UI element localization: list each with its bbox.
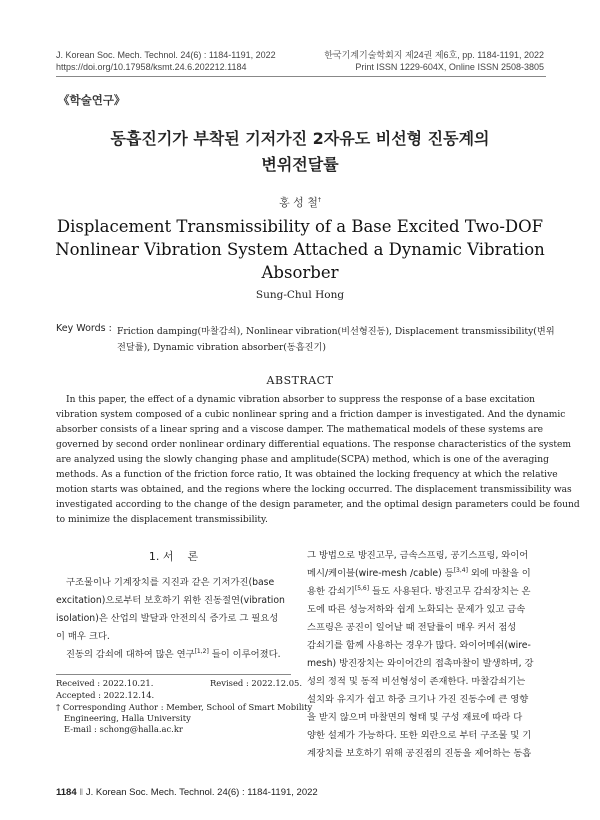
footer-divider: ‖ xyxy=(79,787,84,798)
abstract-line: are analyzed using the slowly changing phase and amplitude(SCPA) method, which is one of the averaging xyxy=(56,455,549,465)
header-issn: Print ISSN 1229-604X, Online ISSN 2508-3805 xyxy=(355,62,544,72)
accepted-date: Accepted : 2022.12.14. xyxy=(56,690,155,700)
abstract-line: absorber consists of a linear spring and a viscose damper. The mathematical models of these systems are xyxy=(56,425,544,435)
abstract-line: to minimize the displacement transmissibility. xyxy=(56,515,268,525)
abstract-line: investigated according to the change of the design parameter, and the optimal design parameters could be found xyxy=(56,500,580,510)
body-line: mesh) 방진장치는 와이어간의 접촉마찰이 발생하며, 강 xyxy=(307,658,534,669)
title-korean-line-2: 변위전달률 xyxy=(261,155,339,174)
header-doi-link[interactable]: https://doi.org/10.17958/ksmt.24.6.202212.1184 xyxy=(56,62,247,72)
footnote-rule xyxy=(56,674,291,675)
body-line: 을 받지 않으며 마찰면의 형태 및 구성 재료에 따라 다 xyxy=(307,712,523,723)
citation-ref[interactable]: [1,2] xyxy=(194,647,209,655)
title-english-line-3: Absorber xyxy=(261,263,339,282)
body-line: 메시/케이블(wire-mesh /cable) 등[3,4] 외에 마찰을 이 xyxy=(307,566,531,579)
body-line: 용한 감쇠기[5,6] 들도 사용된다. 방진고무 감쇠장치는 온 xyxy=(307,584,531,597)
keywords-line-1: Friction damping(마찰감쇠), Nonlinear vibration(비선형진동), Displacement transmissibility(변위 xyxy=(117,326,555,337)
abstract-line: vibration system composed of a cubic nonlinear spring and a friction damper is investigated. And the dynamic xyxy=(56,410,566,420)
corresponding-affiliation: Engineering, Halla University xyxy=(64,713,191,723)
body-line: 양한 설계가 가능하다. 또한 외란으로 부터 구조물 및 기 xyxy=(307,730,532,741)
title-english-line-1: Displacement Transmissibility of a Base Excited Two-DOF xyxy=(56,217,544,236)
body-line: 이 매우 크다. xyxy=(56,631,110,642)
keywords-label: Key Words : xyxy=(56,323,112,334)
section-heading-introduction: 1. 서 론 xyxy=(148,550,199,563)
body-line: 스프링은 공진이 일어날 때 전달률이 매우 커서 점성 xyxy=(307,622,517,633)
body-line: isolation)은 산업의 발달과 안전의식 증가로 그 필요성 xyxy=(56,613,279,624)
header-journal-line: J. Korean Soc. Mech. Technol. 24(6) : 1184-1191, 2022 xyxy=(56,50,276,60)
body-line: 계장치를 보호하기 위해 공진점의 진동을 제어하는 동흡 xyxy=(307,748,532,759)
abstract-heading: ABSTRACT xyxy=(266,374,334,387)
citation-ref[interactable]: [3,4] xyxy=(453,566,468,574)
body-line: 구조물이나 기계장치를 지진과 같은 기저가진(base xyxy=(66,577,275,588)
revised-date: Revised : 2022.12.05. xyxy=(210,678,303,688)
footer-citation: J. Korean Soc. Mech. Technol. 24(6) : 1184-1191, 2022 xyxy=(85,787,318,798)
page-footer xyxy=(56,787,318,798)
body-line: 도에 따른 성능저하와 쉽게 노화되는 문제가 있고 금속 xyxy=(307,604,526,615)
abstract-line: methods. As a function of the friction force ratio, It was obtained the locking frequency at which the relative xyxy=(56,470,558,480)
corresponding-mark: † xyxy=(317,196,321,204)
body-line: 성의 정적 및 동적 비선형성이 존재한다. 마찰감쇠기는 xyxy=(307,676,526,687)
author-email[interactable]: E-mail : schong@halla.ac.kr xyxy=(64,724,183,734)
title-english-line-2: Nonlinear Vibration System Attached a Dynamic Vibration xyxy=(55,240,545,259)
author-korean xyxy=(0,194,600,210)
title-korean-line-1: 동흡진기가 부착된 기저가진 2자유도 비선형 진동계의 xyxy=(110,129,490,148)
body-line: 그 방법으로 방진고무, 금속스프링, 공기스프링, 와이어 xyxy=(307,550,529,561)
abstract-line: In this paper, the effect of a dynamic vibration absorber to suppress the response of a base excitation xyxy=(66,395,536,405)
header-journal-korean: 한국기계기술학회지 제24권 제6호, pp. 1184-1191, 2022 xyxy=(324,50,544,60)
body-line: 진동의 감쇠에 대하여 많은 연구[1,2] 들이 이루어졌다. xyxy=(66,647,281,660)
body-line: excitation)으로부터 보호하기 위한 진동절연(vibration xyxy=(56,595,285,606)
page-number: 1184 xyxy=(56,787,77,798)
abstract-line: motion starts was obtained, and the regions where the locking occurred. The displacement transmissibility was xyxy=(56,485,572,495)
author-english: Sung-Chul Hong xyxy=(255,289,345,301)
body-line: 감쇠기를 함께 사용하는 경우가 많다. 와이어메쉬(wire- xyxy=(307,640,531,651)
header-rule xyxy=(56,76,546,77)
body-line: 설치와 유지가 쉽고 하중 크기나 가진 진동수에 큰 영향 xyxy=(307,694,529,705)
citation-ref[interactable]: [5,6] xyxy=(354,584,370,592)
keywords-line-2: 전달률), Dynamic vibration absorber(동흡진기) xyxy=(117,342,326,353)
author-korean-name: 홍 성 철 xyxy=(279,196,318,209)
corresponding-author: † Corresponding Author : Member, School of Smart Mobility xyxy=(56,702,313,712)
received-date: Received : 2022.10.21. xyxy=(56,678,154,688)
abstract-line: governed by second order nonlinear ordinary differential equations. The response characteristics of the system xyxy=(56,440,572,450)
section-tag: 《학술연구》 xyxy=(58,93,126,107)
